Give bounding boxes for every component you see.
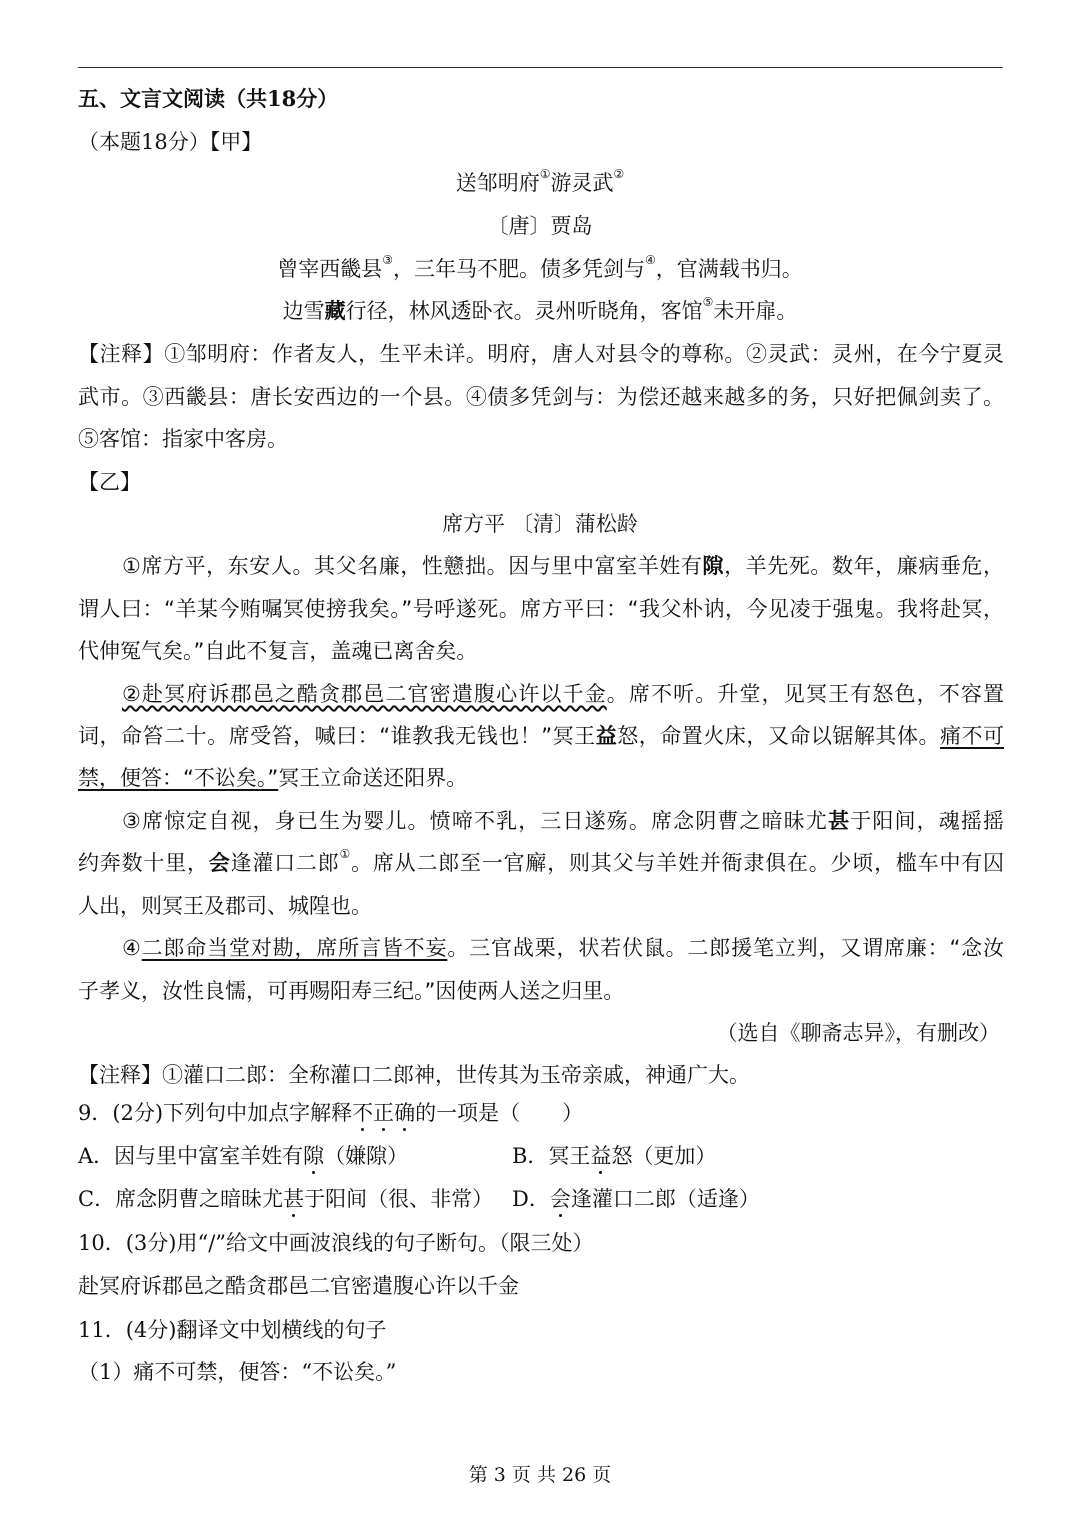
source-citation: （选自《聊斋志异》，有删改）	[716, 1021, 1000, 1045]
q9-option-d[interactable]: D．会逢灌口二郎（适逢）	[512, 1187, 760, 1211]
para1-line3: 代伸冤气矣。”自此不复言，盖魂已离舍矣。	[78, 639, 478, 663]
section-title: 五、文言文阅读（共18分）	[78, 86, 339, 111]
para3-line3: 人出，则冥王及郡司、城隍也。	[78, 894, 372, 918]
para4-line2: 子孝义，汝性良懦，可再赐阳寿三纪。”因使两人送之归里。	[78, 979, 625, 1003]
note-jia-3: ⑤客馆：指家中客房。	[78, 427, 288, 451]
poem-line-2: 边雪藏行径，林风透卧衣。灵州听晓角，客馆⑤未开扉。	[282, 295, 798, 323]
note-yi: 【注释】①灌口二郎：全称灌口二郎神，世传其为玉帝亲戚，神通广大。	[78, 1063, 750, 1087]
q11-stem: 11．(4分)翻译文中划横线的句子	[78, 1318, 387, 1342]
page-footer: 第 3 页 共 26 页	[468, 1464, 612, 1486]
para1-line2: 谓人曰：“羊某今贿嘱冥使搒我矣。”号呼遂死。席方平曰：“我父朴讷，今见凌于强鬼。我将赴冥，	[78, 597, 1004, 621]
poem-title: 送邹明府①游灵武②	[455, 167, 625, 195]
prose-title: 席方平 〔清〕蒲松龄	[442, 512, 638, 536]
q9-option-b[interactable]: B．冥王益怒（更加）	[512, 1144, 717, 1168]
para2-line1: ②赴冥府诉郡邑之酷贪郡邑二官密遣腹心许以千金。席不听。升堂，见冥王有怒色，不容置	[122, 682, 1005, 706]
q9-stem: 9．(2分)下列句中加点字解释不正确的一项是（ ）	[78, 1101, 584, 1125]
para2-line2: 词，命笞二十。席受笞，喊曰：“谁教我无钱也！”冥王益怒，命置火床，又命以锯解其体。痛不可	[78, 724, 1005, 748]
yi-label: 【乙】	[78, 470, 141, 494]
poem-author: 〔唐〕贾岛	[487, 214, 593, 238]
q10-stem: 10．(3分)用“/”给文中画波浪线的句子断句。（限三处）	[78, 1231, 594, 1255]
para2-line3: 禁，便答：“不讼矣。”冥王立命送还阳界。	[78, 766, 468, 790]
para4-line1: ④二郎命当堂对勘，席所言皆不妄。三官战栗，状若伏鼠。二郎援笔立判，又谓席廉：“念汝	[122, 936, 1005, 960]
para3-line1: ③席惊定自视，身已生为婴儿。愤啼不乳，三日遂殇。席念阴曹之暗昧尤甚于阳间，魂摇摇	[122, 809, 1005, 833]
para1-line1: ①席方平，东安人。其父名廉，性戆拙。因与里中富室羊姓有隙，羊先死。数年，廉病垂危，	[122, 554, 1005, 578]
q10-sentence: 赴冥府诉郡邑之酷贪郡邑二官密遣腹心许以千金	[78, 1274, 519, 1298]
para3-line2: 约奔数十里，会逢灌口二郎①。席从二郎至一官廨，则其父与羊姓并衙隶俱在。少顷，槛车中有囚	[78, 847, 1005, 875]
intro-line: （本题18分）【甲】	[78, 130, 263, 154]
header-rule	[78, 67, 1003, 68]
q9-option-c[interactable]: C．席念阴曹之暗昧尤甚于阳间（很、非常）	[78, 1187, 494, 1211]
poem-line-1: 曾宰西畿县③，三年马不肥。债多凭剑与④，官满载书归。	[277, 253, 803, 281]
q11-item-1: （1）痛不可禁，便答：“不讼矣。”	[78, 1360, 397, 1384]
note-jia-1: 【注释】①邹明府：作者友人，生平未详。明府，唐人对县令的尊称。②灵武：灵州，在今宁夏灵	[78, 342, 1004, 366]
q9-option-a[interactable]: A．因与里中富室羊姓有隙（嫌隙）	[78, 1144, 409, 1168]
note-jia-2: 武市。③西畿县：唐长安西边的一个县。④债多凭剑与：为偿还越来越多的务，只好把佩剑卖了。	[78, 385, 1004, 409]
